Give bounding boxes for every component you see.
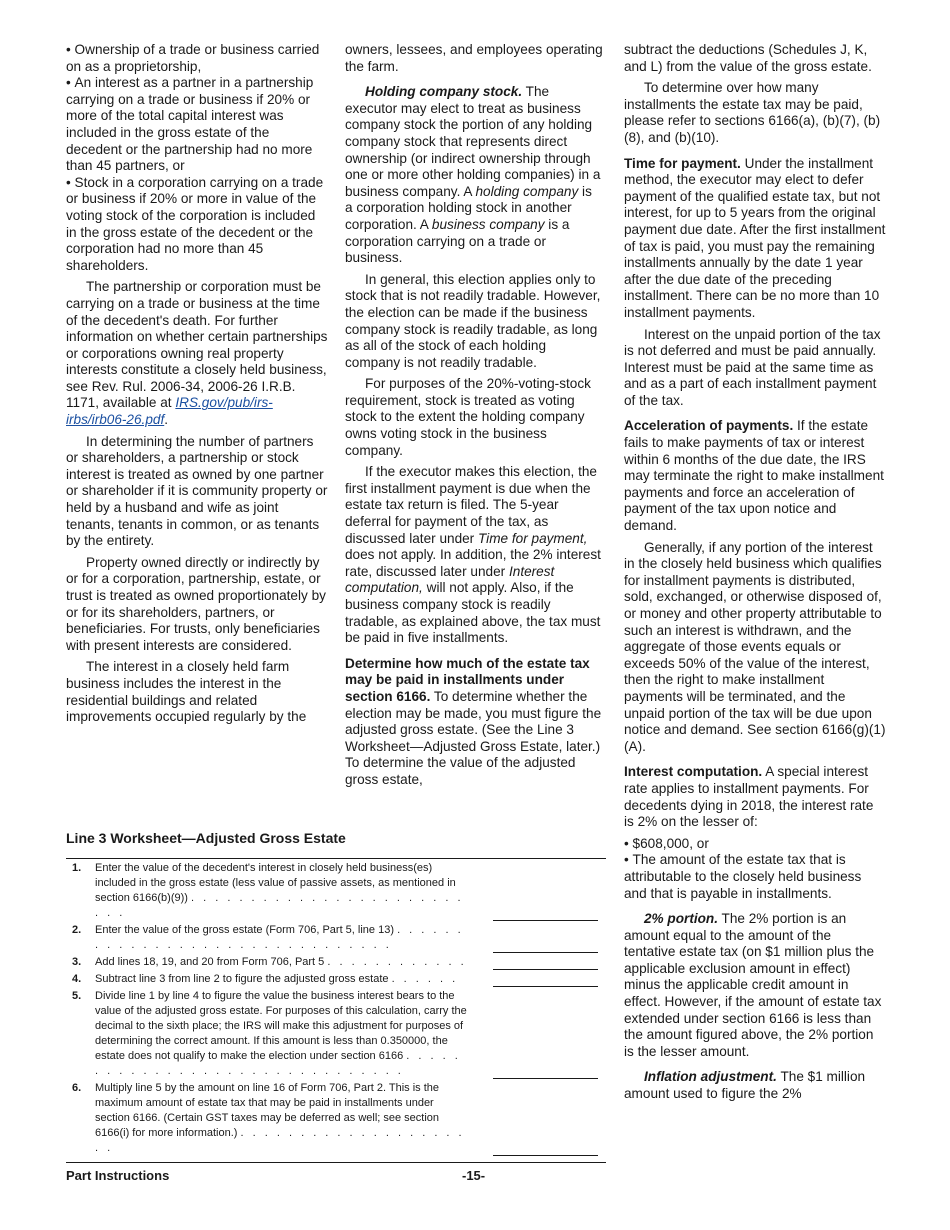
worksheet-row: 5. Divide line 1 by line 4 to figure the value the business interest bears to the value of the adjusted gross estate. For purposes of this calculation, carry the decimal to the sixth place; the IRS will make this adjustment for purposes of determining the correct amount. If this amount is less than 0.350000, the estate does not qualify to make the election under section 6166 . . . . . . . . . . . . . . . . . . . . . . . . . . . . . . . [66,989,606,1079]
entry-line[interactable] [493,919,598,921]
time-for-payment-paragraph: Time for payment. Under the installment method, the executor may elect to defer payment of the qualified estate tax, but not interest, for up to 5 years from the original payment due date. After the first installment of tax is paid, you must pay the remaining installments annually by the date 1 year after the due date of the preceding installment. There can be no more than 10 installment payments. [624,155,886,320]
worksheet-row: 6. Multiply line 5 by the amount on line 16 of Form 706, Part 2. This is the maximum amount of estate tax that may be paid in installments under section 6166. (Certain GST taxes may be deferred as well; see section 6166(i) for more information.) . . . . . . . . . . . . . . . . . . . . . [66,1081,606,1156]
two-percent-paragraph: 2% portion. The 2% portion is an amount equal to the amount of the tentative estate tax (on $1 million plus the applicable exclusion amount in effect) minus the applicable credit amount in effect. However, if the amount of estate tax extended under section 6166 is less than the amount figured above, the 2% portion is the lesser amount. [624,911,882,1059]
worksheet-row: 3. Add lines 18, 19, and 20 from Form 706, Part 5 . . . . . . . . . . . . [66,955,606,970]
paragraph: The partnership or corporation must be carrying on a trade or business at the time of the decedent's death. For further information on whether certain partnerships or corporations owning real property interests constitute a closely held business, see Rev. Rul. 2006-34, 2006-26 I.R.B. 1171, available at IRS.gov/pub/irs-irbs/irb06-26.pdf. [66,279,328,428]
irb-link[interactable]: IRS.gov/pub/irs-irbs/irb06-26.pdf [66,395,273,428]
paragraph: In determining the number of partners or shareholders, a partnership or stock interest is treated as owned by one partner or shareholder if it is community property or held by a husband and wife as joint tenants, tenants in common, or as tenants by the entirety. [66,433,328,549]
section-heading: Inflation adjustment. [644,1069,777,1085]
holding-company-paragraph: Holding company stock. The executor may elect to treat as business company stock the portion of any holding company stock that represents direct ownership (or indirect ownership through one or more other holding companies) in a business company. A holding company is a corporation holding stock in another corporation. A business company is a corporation carrying on a trade or business. [345,84,601,266]
bullet-item: • Stock in a corporation carrying on a trade or business if 20% or more in value of the voting stock of the corporation is included in the gross estate of the decedent or the corporation had no more than 45 shareholders. [66,175,328,275]
paragraph: owners, lessees, and employees operating the farm. [345,42,603,74]
paragraph: Property owned directly or indirectly by or for a corporation, partnership, estate, or trust is treated as owned proportionately by or for its shareholders, partners, or beneficiaries. For trusts, only beneficiaries with present interests are considered. [66,554,326,653]
worksheet-row: 2. Enter the value of the gross estate (Form 706, Part 5, line 13) . . . . . . . . . . . . . . . . . . . . . . . . . . . . . . . [66,923,606,953]
divider [66,1162,606,1163]
section-heading: Holding company stock. [365,84,523,100]
paragraph: If the executor makes this election, the first installment payment is due when the estate tax return is filed. The 5-year deferral for payment of the tax, as discussed later under Time for payment, does not apply. In addition, the 2% interest rate, discussed later under Interest computation, will not apply. Also, if the business company stock is readily tradable, as explained above, the tax must be paid in five installments. [345,464,601,646]
inflation-paragraph: Inflation adjustment. The $1 million amount used to figure the 2% [624,1069,866,1102]
column-1 [66,42,328,731]
divider [66,858,606,859]
column-3 [624,42,886,1108]
paragraph: subtract the deductions (Schedules J, K, and L) from the value of the gross estate. [624,42,872,74]
worksheet-row: 4. Subtract line 3 from line 2 to figure the adjusted gross estate . . . . . . [66,972,606,987]
worksheet-title: Line 3 Worksheet—Adjusted Gross Estate [66,830,346,846]
bullet-item: • An interest as a partner in a partnership carrying on a trade or business if 20% or more of the total capital interest was included in the gross estate of the decedent or the partnership had no more than 45 partners, or [66,75,328,175]
paragraph: To determine over how many installments the estate tax may be paid, please refer to sections 6166(a), (b)(7), (b)(8), and (b)(10). [624,80,881,145]
paragraph: Generally, if any portion of the interest in the closely held business which qualifies for installment payments is distributed, sold, exchanged, or otherwise disposed of, or money and other property attributable to such an interest is withdrawn, and the aggregate of those events equals or exceeds 50% of the value of the interest, then the right to make installment payments will be terminated, and the unpaid portion of the tax will be due upon notice and demand. See section 6166(g)(1)(A). [624,539,886,754]
footer-label: Part Instructions [66,1168,170,1183]
line3-worksheet [66,830,606,1163]
section-heading: Interest computation. [624,764,763,780]
entry-line[interactable] [493,1077,598,1079]
determine-paragraph: Determine how much of the estate tax may be paid in installments under section 6166. To determine whether the election may be made, you must figure the adjusted gross estate. (See the Line 3 Worksheet—Adjusted Gross Estate, later.) To determine the value of the adjusted gross estate, [345,655,602,787]
bullet-item: • Ownership of a trade or business carried on as a proprietorship, [66,42,328,75]
section-heading: Determine how much of the estate tax may be paid in installments under section 6166. [345,655,590,704]
page-number: -15- [462,1168,486,1183]
section-heading: Acceleration of payments. [624,418,794,434]
entry-line[interactable] [493,951,598,953]
section-heading: 2% portion. [644,911,719,927]
bullet-item: • The amount of the estate tax that is attributable to the closely held business and that is payable in installments. [624,852,886,902]
section-heading: Time for payment. [624,155,741,171]
paragraph: In general, this election applies only to stock that is not readily tradable. However, the election can be made if the business company stock is readily tradable, as long as all of the stock of each holding company is not readily tradable. [345,271,601,370]
interest-computation-paragraph: Interest computation. A special interest rate applies to installment payments. For decedents dying in 2018, the interest rate is 2% on the lesser of: [624,764,874,830]
paragraph: For purposes of the 20%-voting-stock requirement, stock is treated as voting stock to the extent the holding company owns voting stock in the business company. [345,376,591,458]
worksheet-row: 1. Enter the value of the decedent's interest in closely held business(es) included in the gross estate (less value of passive assets, as mentioned in section 6166(b)(9)) . . . . . . . . . . . . . . . . . . . . . . . . . . [66,861,606,921]
paragraph: Interest on the unpaid portion of the tax is not deferred and must be paid annually. Interest must be paid at the same time as and as a part of each installment payment of the tax. [624,326,881,408]
paragraph: The interest in a closely held farm business includes the interest in the residential buildings and related improvements occupied regularly by the [66,659,307,725]
acceleration-paragraph: Acceleration of payments. If the estate fails to make payments of tax or interest within 6 months of the due date, the IRS may terminate the right to make installment payments and force an acceleration of payment of the tax upon notice and demand. [624,418,884,534]
entry-line[interactable] [493,985,598,987]
bullet-item: • $608,000, or [624,836,886,853]
entry-line[interactable] [493,968,598,970]
column-2 [345,42,603,794]
entry-line[interactable] [493,1154,598,1156]
